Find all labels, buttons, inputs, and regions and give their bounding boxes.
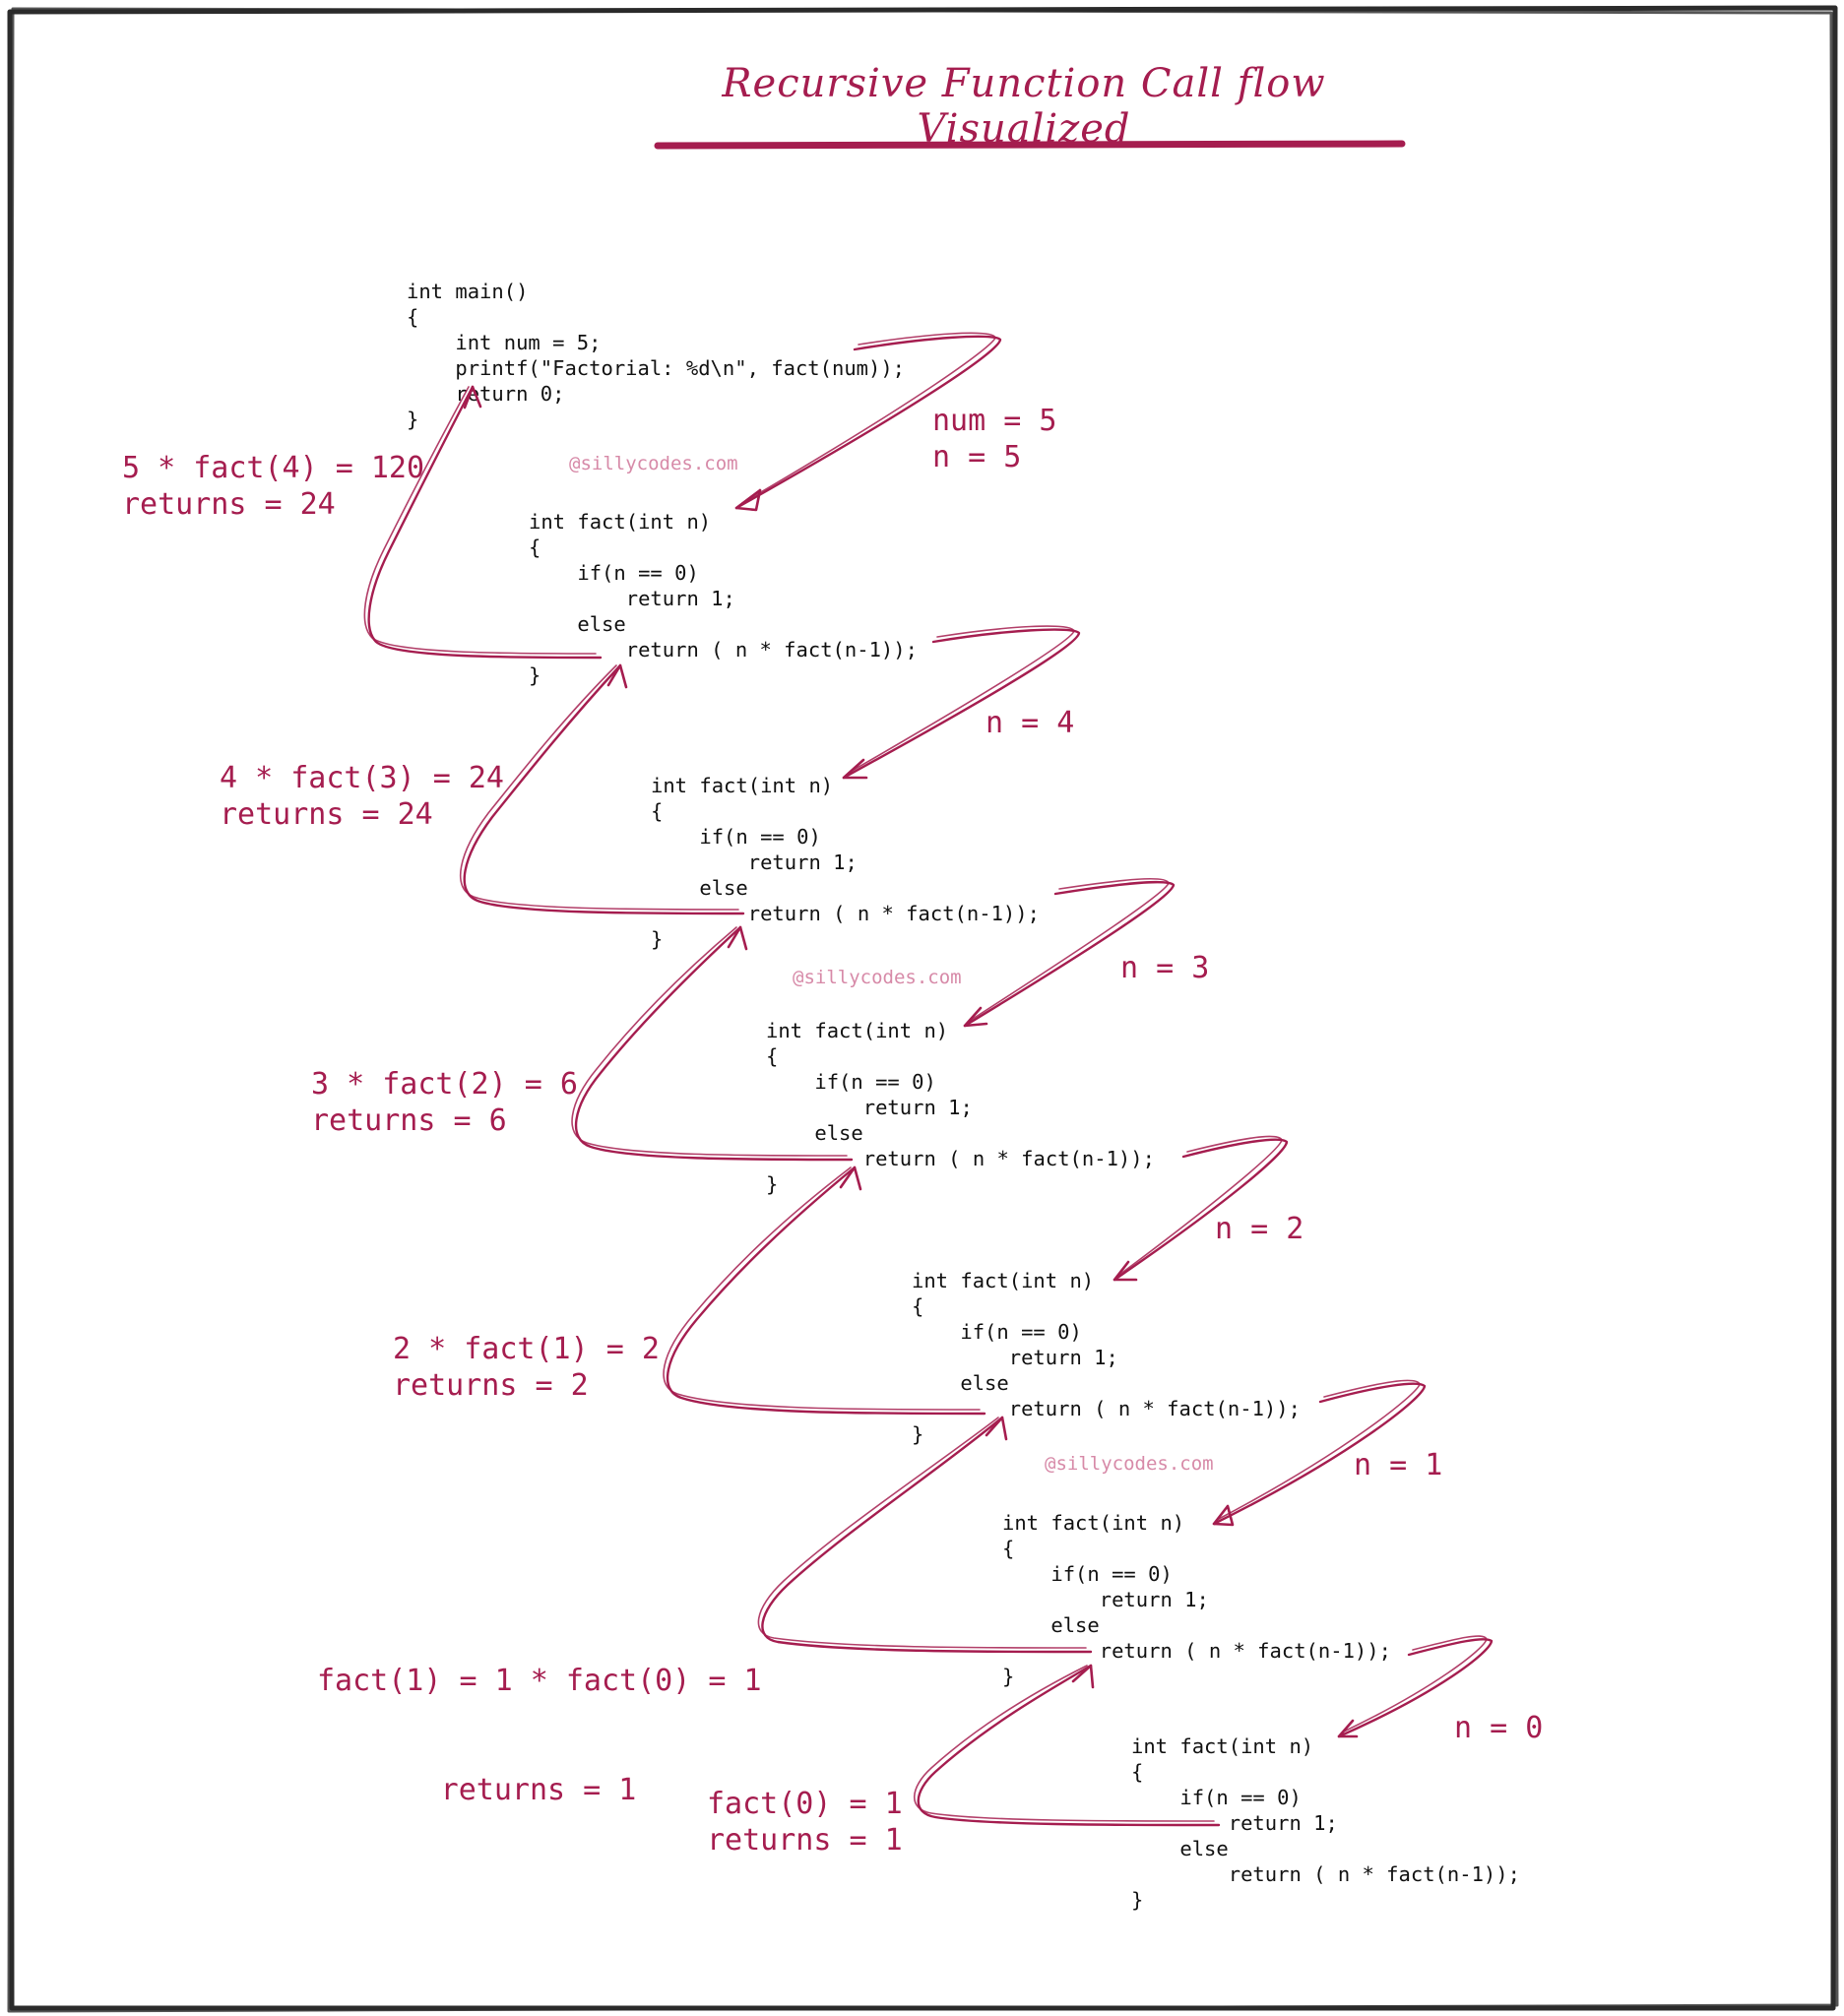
fact-call-n4-code: int fact(int n) { if(n == 0) return 1; else return ( n * fact(n-1)); } <box>651 774 1040 951</box>
call-label-n0: n = 0 <box>1454 1711 1544 1745</box>
return-arrow-fact0-to-fact1 <box>915 1666 1219 1825</box>
diagram-title: Recursive Function Call flow Visualized <box>722 61 1326 152</box>
fact-call-n1-code: int fact(int n) { if(n == 0) return 1; else return ( n * fact(n-1)); } <box>1002 1511 1391 1688</box>
fact-call-n2-code: int fact(int n) { if(n == 0) return 1; else return ( n * fact(n-1)); } <box>912 1269 1301 1446</box>
call-label-n3: n = 3 <box>1120 951 1210 985</box>
call-arrow-fact2-to-fact1 <box>1214 1380 1425 1525</box>
return-label-fact3: 3 * fact(2) = 6 returns = 6 <box>311 1067 578 1138</box>
call-arrow-main-to-fact5 <box>736 333 1000 510</box>
return-label-fact0: fact(0) = 1 returns = 1 <box>707 1787 903 1858</box>
main-function-code: int main() { int num = 5; printf("Factorial: %d\n", fact(num)); return 0; } <box>407 280 906 431</box>
return-label-fact2: 2 * fact(1) = 2 returns = 2 <box>393 1332 660 1403</box>
return-arrow-fact2-to-fact3 <box>664 1167 985 1414</box>
return-arrow-fact1-to-fact2 <box>758 1418 1091 1652</box>
return-label-fact1: fact(1) = 1 * fact(0) = 1 returns = 1 <box>317 1664 762 1807</box>
call-arrow-fact1-to-fact0 <box>1339 1636 1492 1736</box>
call-label-n2: n = 2 <box>1215 1212 1304 1246</box>
return-arrow-fact5-to-main <box>364 387 601 658</box>
return-arrow-fact3-to-fact4 <box>572 927 852 1160</box>
return-label-fact4: 4 * fact(3) = 24 returns = 24 <box>220 761 504 832</box>
call-arrow-fact4-to-fact3 <box>965 879 1174 1026</box>
call-arrow-fact3-to-fact2 <box>1114 1136 1287 1280</box>
call-label-n1: n = 1 <box>1354 1448 1443 1482</box>
call-label-main: num = 5 n = 5 <box>932 404 1057 474</box>
call-label-n4: n = 4 <box>986 706 1075 740</box>
return-label-fact5: 5 * fact(4) = 120 returns = 24 <box>122 451 425 522</box>
fact-call-n5-code: int fact(int n) { if(n == 0) return 1; else return ( n * fact(n-1)); } <box>529 510 918 687</box>
watermark: @sillycodes.com <box>793 967 962 988</box>
watermark: @sillycodes.com <box>1045 1453 1214 1475</box>
watermark: @sillycodes.com <box>569 453 738 474</box>
fact-call-n3-code: int fact(int n) { if(n == 0) return 1; else return ( n * fact(n-1)); } <box>766 1019 1155 1196</box>
call-arrow-fact5-to-fact4 <box>844 626 1079 778</box>
fact-call-n0-code: int fact(int n) { if(n == 0) return 1; else return ( n * fact(n-1)); } <box>1131 1734 1520 1912</box>
return-arrow-fact4-to-fact5 <box>461 665 743 914</box>
